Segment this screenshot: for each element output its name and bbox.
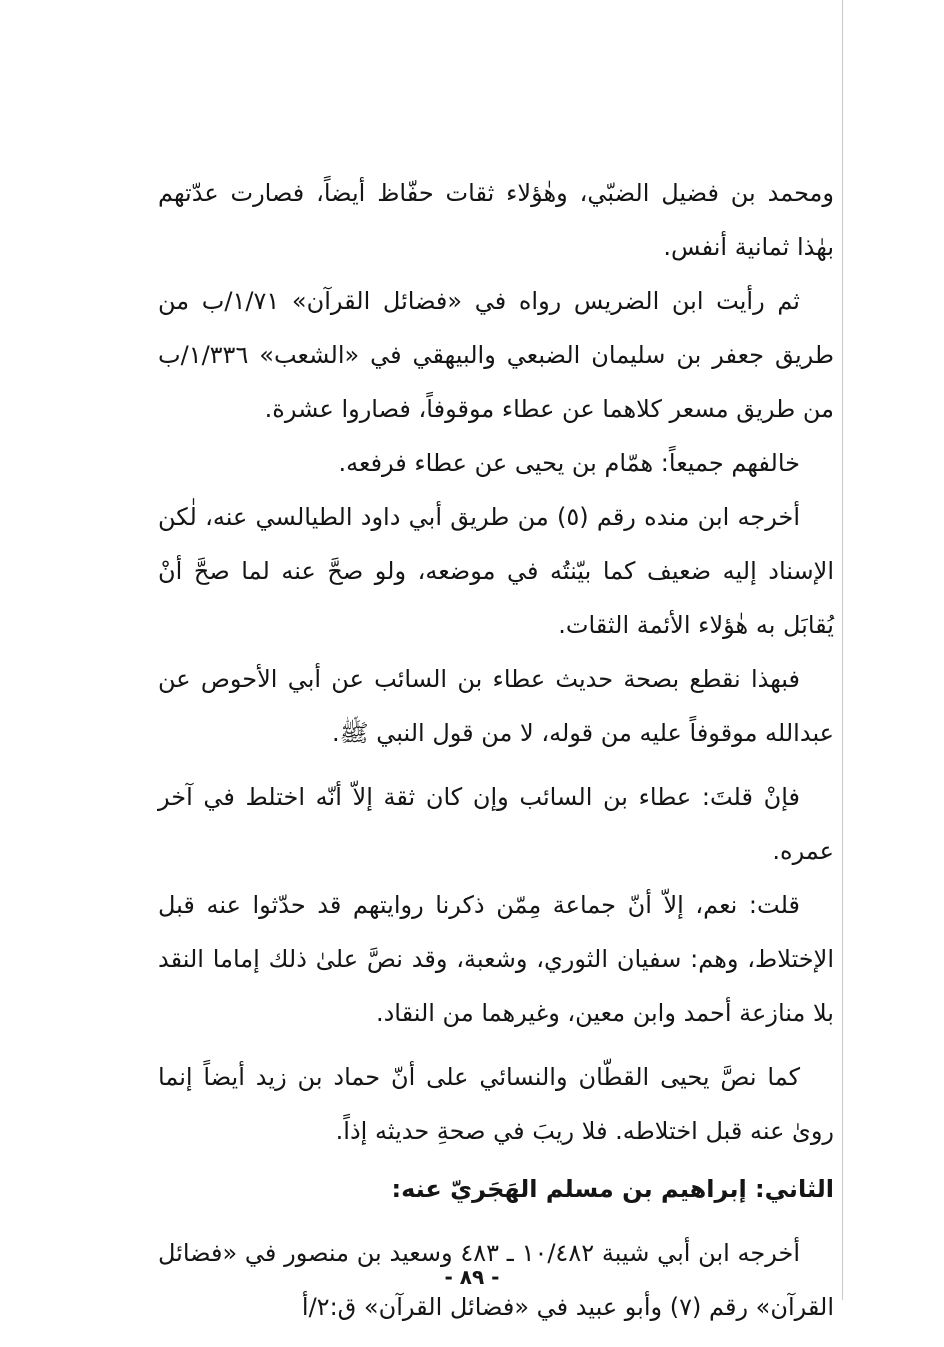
- paragraph-7: قلت: نعم، إلاّ أنّ جماعة مِمّن ذكرنا روايتهم قد حدّثوا عنه قبل الإختلاط، وهم: سفيان الثوري، وشعبة، وقد نصَّ علىٰ ذلك إماما النقد بلا منازعة أحمد وابن معين، وغيرهما من النقاد.: [158, 891, 834, 1027]
- section-heading: الثاني: إبراهيم بن مسلم الهَجَريّ عنه:: [391, 1175, 834, 1203]
- paragraph-4: أخرجه ابن منده رقم (٥) من طريق أبي داود الطيالسي عنه، لٰكن الإسناد إليه ضعيف كما بيّنتُه في موضعه، ولو صحَّ عنه لما صحَّ أنْ يُقابَل به هٰؤلاء الأئمة الثقات.: [158, 503, 834, 639]
- page-number: - ٨٩ -: [444, 1265, 500, 1289]
- paragraph-6: فإنْ قلتَ: عطاء بن السائب وإن كان ثقة إلاّ أنّه اختلط في آخر عمره.: [158, 783, 834, 865]
- paragraph-1: ومحمد بن فضيل الضبّي، وهٰؤلاء ثقات حفّاظ أيضاً، فصارت عدّتهم بهٰذا ثمانية أنفس.: [158, 179, 834, 261]
- page-edge-line: [842, 0, 843, 1300]
- paragraph-9: أخرجه ابن أبي شيبة ١٠/٤٨٢ ـ ٤٨٣ وسعيد بن منصور في «فضائل القرآن» رقم (٧) وأبو عبيد في «فضائل القرآن» ق:٢/أ: [158, 1239, 834, 1321]
- paragraph-3: خالفهم جميعاً: همّام بن يحيى عن عطاء فرفعه.: [338, 449, 800, 477]
- body-text: [158, 166, 834, 1334]
- paragraph-2: ثم رأيت ابن الضريس رواه في «فضائل القرآن» ١/٧١/ب من طريق جعفر بن سليمان الضبعي والبيهقي في «الشعب» ١/٣٣٦/ب من طريق مسعر كلاهما عن عطاء موقوفاً، فصاروا عشرة.: [158, 287, 834, 423]
- paragraph-8: كما نصَّ يحيى القطّان والنسائي على أنّ حماد بن زيد أيضاً إنما روىٰ عنه قبل اختلاطه. فلا ريبَ في صحةِ حديثه إذاً.: [158, 1063, 834, 1145]
- paragraph-5: فبهذا نقطع بصحة حديث عطاء بن السائب عن أبي الأحوص عن عبدالله موقوفاً عليه من قوله، لا من قول النبي ﷺ.: [158, 665, 834, 747]
